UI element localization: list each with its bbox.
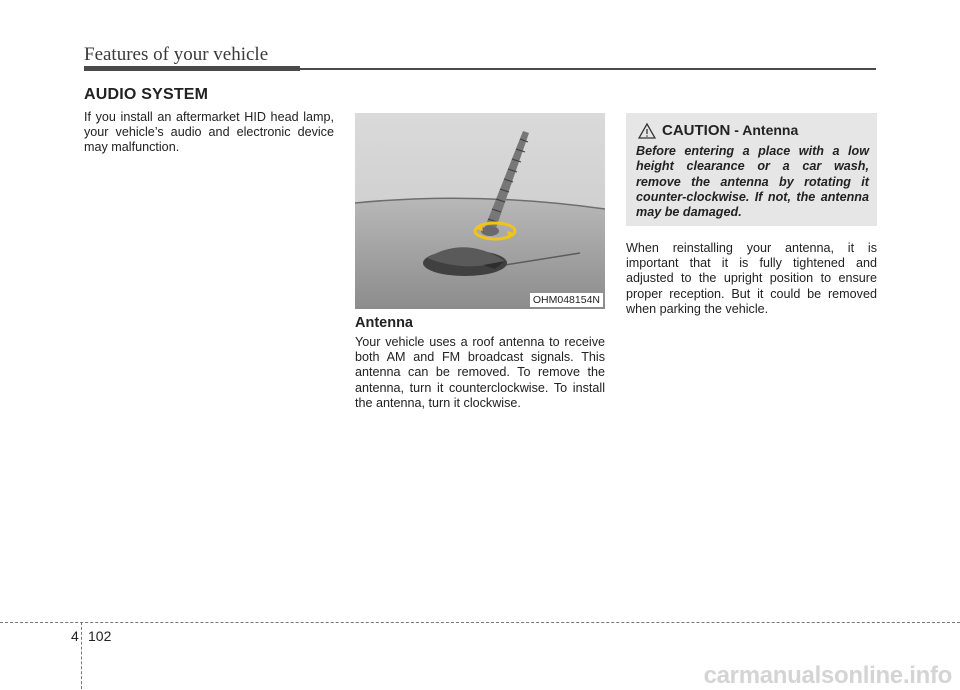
- reinstall-paragraph: When reinstalling your antenna, it is important that it is fully tightened and adjusted to the upright position to ensure proper reception. But it could be removed when parking the vehicle.: [626, 241, 877, 316]
- header-rule-thin: [300, 68, 876, 70]
- page-number: 102: [88, 628, 112, 644]
- section-title: AUDIO SYSTEM: [84, 86, 209, 103]
- footer-divider: [81, 622, 82, 689]
- header-rule-thick: [84, 66, 300, 71]
- intro-paragraph: If you install an aftermarket HID head lamp, your vehicle’s audio and electronic device may malfunction.: [84, 110, 334, 155]
- figure-code: OHM048154N: [530, 293, 603, 307]
- caution-title: [662, 122, 798, 139]
- caution-box: [626, 113, 877, 226]
- caution-subject: - Antenna: [730, 122, 799, 138]
- antenna-photo: [355, 113, 605, 309]
- caution-text: Before entering a place with a low height clearance or a car wash, remove the antenna by rotating it counter-clockwise. If not, the antenna may be damaged.: [636, 144, 869, 220]
- antenna-paragraph: Your vehicle uses a roof antenna to receive both AM and FM broadcast signals. This antenna can be removed. To remove the antenna, turn it counterclockwise. To install the antenna, turn it clockwise.: [355, 335, 605, 410]
- running-header: Features of your vehicle: [84, 44, 269, 65]
- chapter-number: 4: [71, 628, 79, 644]
- antenna-illustration: [355, 113, 605, 309]
- watermark: carmanualsonline.info: [703, 662, 952, 689]
- antenna-heading: Antenna: [355, 315, 413, 331]
- caution-label: CAUTION: [662, 122, 731, 139]
- warning-triangle-icon: [638, 123, 656, 139]
- footer-rule: [0, 622, 960, 623]
